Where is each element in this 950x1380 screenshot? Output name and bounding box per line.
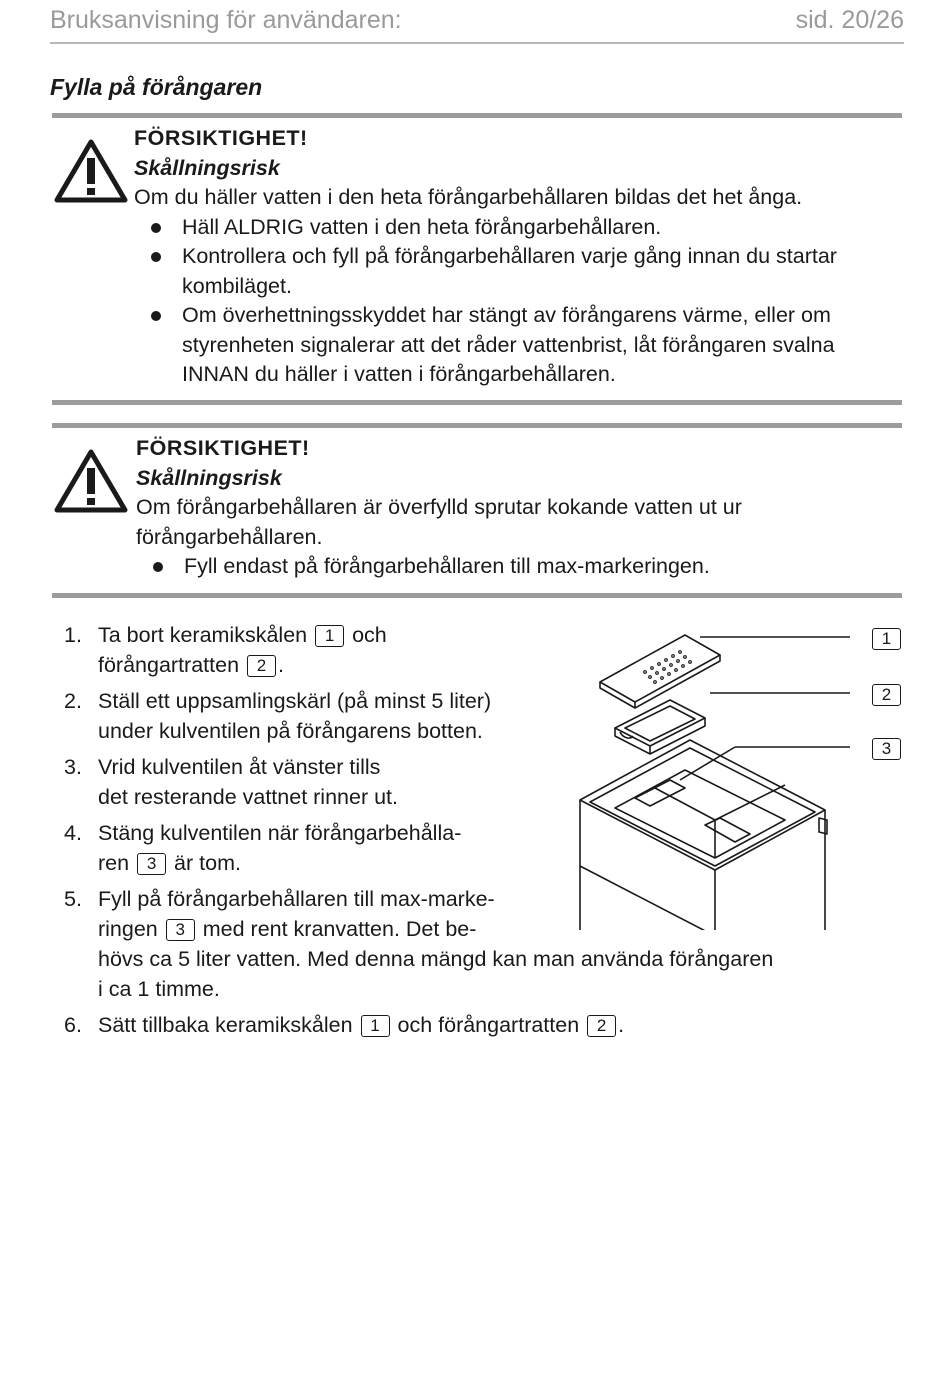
- step-text: är tom.: [174, 851, 241, 875]
- step-text: Sätt tillbaka keramikskålen: [98, 1013, 353, 1037]
- step-number: 3.: [64, 755, 82, 779]
- callout-1: 1: [872, 628, 901, 650]
- caution-bullet-list: [134, 213, 902, 390]
- step-text: .: [278, 653, 284, 677]
- reference-box: 1: [361, 1015, 390, 1037]
- hazard-description: Om du häller vatten i den heta förångarbehållaren bildas det het ånga.: [134, 185, 803, 209]
- step-text: förångartratten: [98, 653, 240, 677]
- caution-box-2: [52, 423, 902, 598]
- steamer-illustration: [575, 620, 910, 930]
- step-text: Ställ ett uppsamlingskärl (på minst 5 liter): [98, 689, 492, 713]
- step-text: .: [618, 1013, 625, 1037]
- caution-bullet: Kontrollera och fyll på förångarbehållaren varje gång innan du startar kombiläget.: [134, 242, 902, 301]
- step-text: Ta bort keramikskålen: [98, 623, 308, 647]
- caution-bullet: Häll ALDRIG vatten i den heta förångarbehållaren.: [134, 213, 902, 243]
- hazard-name: Skållningsrisk: [134, 155, 280, 180]
- step-text: med rent kranvatten. Det be-: [202, 917, 477, 941]
- step-6: [50, 1010, 910, 1040]
- warning-triangle-icon: [54, 448, 128, 514]
- caution-box-1: [52, 113, 902, 405]
- callout-2: 2: [872, 684, 901, 706]
- reference-box: 3: [166, 919, 195, 941]
- caution-bullet: Om överhettningsskyddet har stängt av förångarens värme, eller om styrenheten signalerar att det råder vattenbrist, låt förångaren svalna INNAN du häller i vatten i förångarbehållaren.: [134, 301, 902, 390]
- caution-bullet-list: [136, 552, 902, 582]
- document-title: Bruksanvisning för användaren:: [50, 6, 402, 34]
- step-text: hövs ca 5 liter vatten. Med denna mängd kan man använda förångaren: [98, 947, 774, 971]
- reference-box: 2: [247, 655, 276, 677]
- step-text: ringen: [98, 917, 158, 941]
- callout-3: 3: [872, 738, 901, 760]
- caution-heading: FÖRSIKTIGHET!: [134, 126, 308, 150]
- step-text: och: [352, 623, 387, 647]
- caution-heading: FÖRSIKTIGHET!: [136, 436, 310, 460]
- reference-box: 3: [137, 853, 166, 875]
- page-number: sid. 20/26: [795, 6, 904, 34]
- step-number: 4.: [64, 821, 82, 845]
- hazard-description: Om förångarbehållaren är överfylld sprutar kokande vatten ut ur förångarbehållaren.: [136, 495, 742, 549]
- reference-box: 1: [315, 625, 344, 647]
- step-text: Vrid kulventilen åt vänster tills: [98, 755, 381, 779]
- hazard-name: Skållningsrisk: [136, 465, 282, 490]
- step-number: 5.: [64, 887, 82, 911]
- section-title: Fylla på förångaren: [50, 74, 263, 100]
- step-text: det resterande vattnet rinner ut.: [98, 785, 398, 809]
- reference-box: 2: [587, 1015, 616, 1037]
- step-number: 6.: [64, 1013, 82, 1037]
- step-number: 2.: [64, 689, 82, 713]
- step-text: Fyll på förångarbehållaren till max-marke-: [98, 887, 495, 911]
- page-header: [50, 4, 904, 44]
- step-text: under kulventilen på förångarens botten.: [98, 719, 483, 743]
- caution-bullet: Fyll endast på förångarbehållaren till max-markeringen.: [136, 552, 902, 582]
- warning-triangle-icon: [54, 138, 128, 204]
- step-text: och förångartratten: [397, 1013, 580, 1037]
- step-text: ren: [98, 851, 130, 875]
- step-text: Stäng kulventilen när förångarbehålla-: [98, 821, 462, 845]
- step-number: 1.: [64, 623, 82, 647]
- steamer-drawing: [575, 620, 910, 930]
- step-text: i ca 1 timme.: [98, 977, 220, 1001]
